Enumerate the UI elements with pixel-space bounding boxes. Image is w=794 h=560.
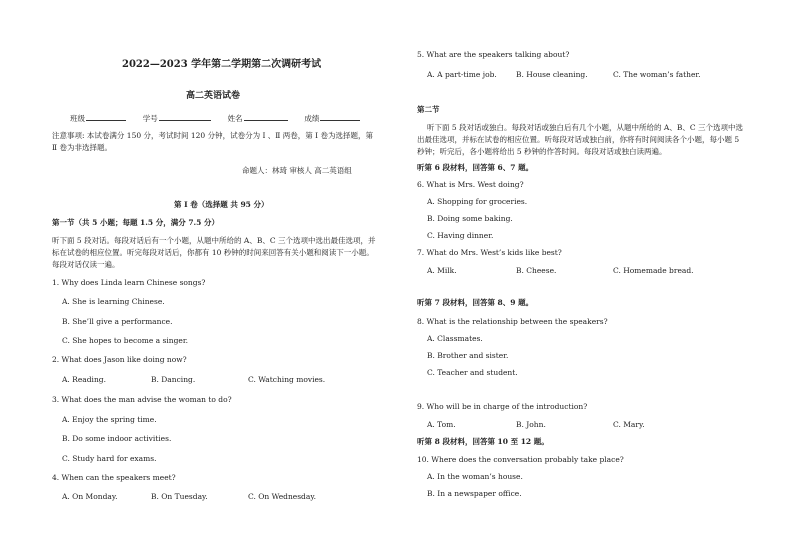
q8-option-b[interactable]: B. Brother and sister. xyxy=(427,351,509,360)
q2-option-c[interactable]: C. Watching movies. xyxy=(248,375,326,384)
score-blank[interactable] xyxy=(320,112,360,121)
question-2: 2. What does Jason like doing now? xyxy=(52,355,187,364)
q3-option-c[interactable]: C. Study hard for exams. xyxy=(62,454,157,463)
exam-notice: 注意事项: 本试卷满分 150 分，考试时间 120 分钟，试卷分为 Ⅰ 、Ⅱ 两卷，第 Ⅰ 卷为选择题，第 Ⅱ 卷为非选择题。 xyxy=(52,131,374,152)
q9-option-a[interactable]: A. Tom. xyxy=(427,420,456,429)
q10-option-a[interactable]: A. In the woman’s house. xyxy=(427,472,523,481)
question-7: 7. What do Mrs. West’s kids like best? xyxy=(417,248,562,257)
question-4: 4. When can the speakers meet? xyxy=(52,473,176,482)
question-6: 6. What is Mrs. West doing? xyxy=(417,180,524,189)
q8-option-a[interactable]: A. Classmates. xyxy=(427,334,483,343)
material-7-heading: 听第 7 段材料，回答第 8、9 题。 xyxy=(417,298,534,307)
exam-subtitle: 高二英语试卷 xyxy=(186,91,241,101)
section1-instructions: 听下面 5 段对话。每段对话后有一个小题，从题中所给的 A、B、C 三个选项中选出最佳选项，并标在试卷的相应位置。听完每段对话后，你都有 10 秒钟的时间来回答有关小题和阅读下一小题。每段对话仅读一遍。 xyxy=(52,236,376,269)
q1-option-a[interactable]: A. She is learning Chinese. xyxy=(62,297,165,306)
q9-option-b[interactable]: B. John. xyxy=(516,420,546,429)
q4-option-a[interactable]: A. On Monday. xyxy=(62,492,118,501)
q10-option-b[interactable]: B. In a newspaper office. xyxy=(427,489,522,498)
q5-option-b[interactable]: B. House cleaning. xyxy=(516,70,588,79)
q3-option-b[interactable]: B. Do some indoor activities. xyxy=(62,434,172,443)
q1-option-c[interactable]: C. She hopes to become a singer. xyxy=(62,336,188,345)
question-9: 9. Who will be in charge of the introduction? xyxy=(417,402,588,411)
q1-option-b[interactable]: B. She’ll give a performance. xyxy=(62,317,173,326)
name-blank[interactable] xyxy=(244,112,288,121)
q5-option-c[interactable]: C. The woman’s father. xyxy=(613,70,701,79)
q7-option-b[interactable]: B. Cheese. xyxy=(516,266,557,275)
question-8: 8. What is the relationship between the speakers? xyxy=(417,317,608,326)
question-1: 1. Why does Linda learn Chinese songs? xyxy=(52,278,206,287)
info-fields xyxy=(70,112,360,124)
field-student-no: 学号 xyxy=(142,114,158,123)
field-class: 班级 xyxy=(70,114,85,123)
q4-option-c[interactable]: C. On Wednesday. xyxy=(248,492,316,501)
q7-option-c[interactable]: C. Homemade bread. xyxy=(613,266,694,275)
field-name: 姓名 xyxy=(227,114,243,123)
section2-instructions: 听下面 5 段对话或独白。每段对话或独白后有几个小题，从题中所给的 A、B、C 三个选项中选出最佳选项，并标在试卷的相应位置。听每段对话或独白前，你将有时间阅读各个小题，每小题 5 秒钟；听完后，各小题将给出 5 秒钟的作答时间。每段对话或独白读两遍。 xyxy=(417,123,743,156)
q3-option-a[interactable]: A. Enjoy the spring time. xyxy=(62,415,157,424)
material-6-heading: 听第 6 段材料，回答第 6、7 题。 xyxy=(417,163,534,172)
material-8-heading: 听第 8 段材料，回答第 10 至 12 题。 xyxy=(417,437,549,446)
section2-heading: 第二节 xyxy=(417,105,440,114)
q5-option-a[interactable]: A. A part-time job. xyxy=(427,70,497,79)
q7-option-a[interactable]: A. Milk. xyxy=(427,266,457,275)
q8-option-c[interactable]: C. Teacher and student. xyxy=(427,368,518,377)
q9-option-c[interactable]: C. Mary. xyxy=(613,420,645,429)
q2-option-b[interactable]: B. Dancing. xyxy=(151,375,196,384)
exam-title: 2022—2023 学年第二学期第二次调研考试 xyxy=(122,59,322,70)
q4-option-b[interactable]: B. On Tuesday. xyxy=(151,492,208,501)
q6-option-b[interactable]: B. Doing some baking. xyxy=(427,214,513,223)
q6-option-c[interactable]: C. Having dinner. xyxy=(427,231,494,240)
class-blank[interactable] xyxy=(86,112,126,121)
field-score: 成绩 xyxy=(304,114,320,123)
section1-heading: 第一节（共 5 小题；每题 1.5 分，满分 7.5 分） xyxy=(52,218,219,227)
question-3: 3. What does the man advise the woman to do? xyxy=(52,395,232,404)
exam-authors: 命题人：林琦 审核人 高二英语组 xyxy=(242,166,352,175)
q6-option-a[interactable]: A. Shopping for groceries. xyxy=(427,197,528,206)
question-10: 10. Where does the conversation probably take place? xyxy=(417,455,624,464)
student-no-blank[interactable] xyxy=(159,112,211,121)
question-5: 5. What are the speakers talking about? xyxy=(417,50,570,59)
part1-heading: 第 Ⅰ 卷（选择题 共 95 分） xyxy=(174,200,269,209)
q2-option-a[interactable]: A. Reading. xyxy=(62,375,106,384)
